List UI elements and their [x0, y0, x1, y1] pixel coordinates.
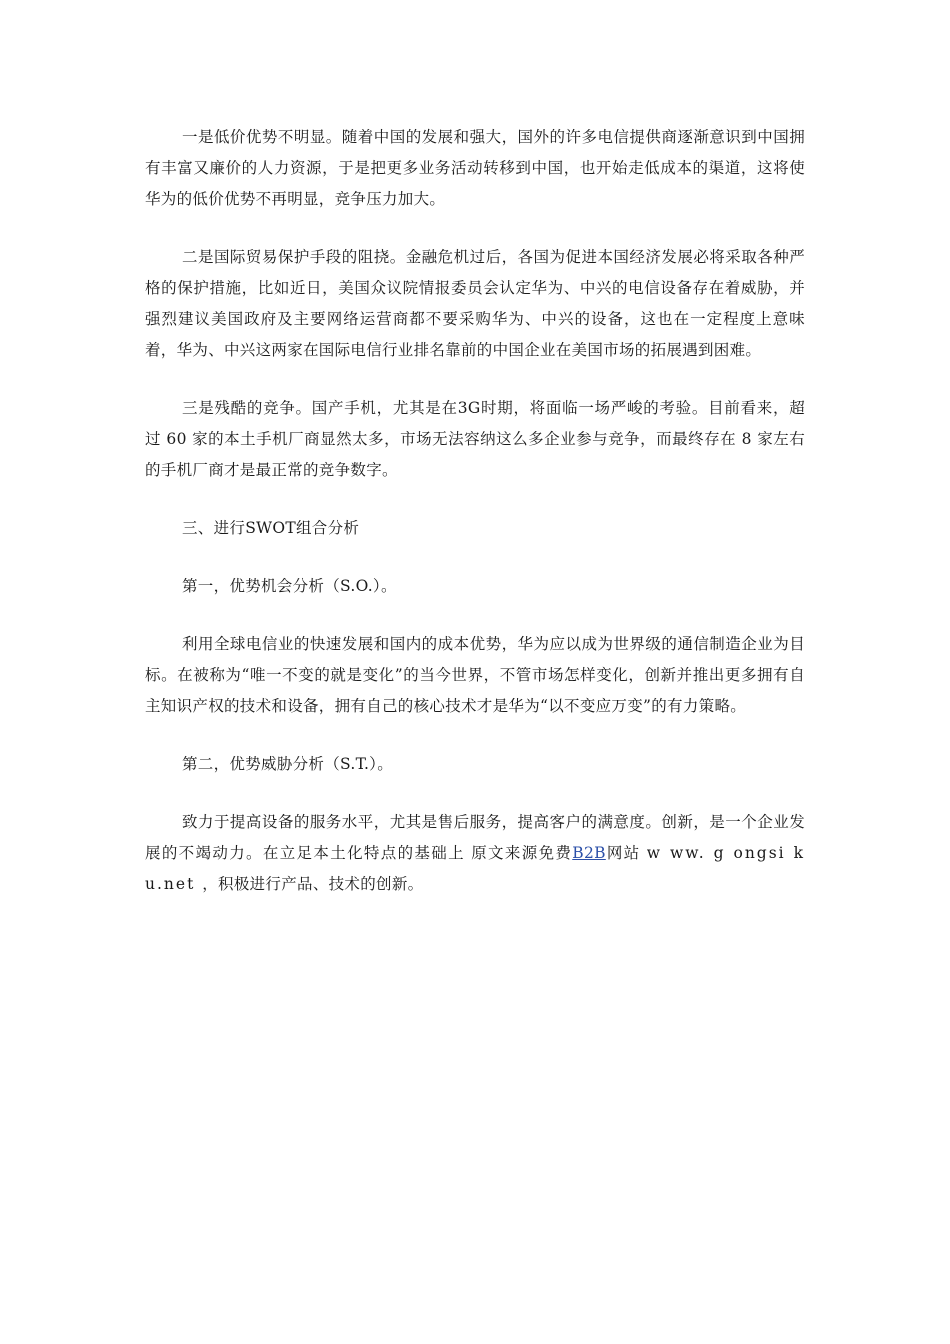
- st-analysis-paragraph: [145, 807, 805, 900]
- threat-paragraph-3: 三是残酷的竞争。国产手机，尤其是在3G时期，将面临一场严峻的考验。目前看来，超过 60 家的本土手机厂商显然太多，市场无法容纳这么多企业参与竞争，而最终存在 8 家左右的手机厂商才是最正常的竞争数字。: [145, 399, 805, 479]
- swot-section-heading: 三、进行SWOT组合分析: [182, 519, 360, 537]
- threat-paragraph-2: 二是国际贸易保护手段的阻挠。金融危机过后，各国为促进本国经济发展必将采取各种严格的保护措施，比如近日，美国众议院情报委员会认定华为、中兴的电信设备存在着威胁，并强烈建议美国政府及主要网络运营商都不要采购华为、中兴的设备，这也在一定程度上意味着，华为、中兴这两家在国际电信行业排名靠前的中国企业在美国市场的拓展遇到困难。: [145, 248, 805, 359]
- st-text-end: ，积极进行产品、技术的创新。: [202, 875, 424, 893]
- threat-paragraph-1: 一是低价优势不明显。随着中国的发展和强大，国外的许多电信提供商逐渐意识到中国拥有丰富又廉价的人力资源，于是把更多业务活动转移到中国，也开始走低成本的渠道，这将使华为的低价优势不再明显，竞争压力加大。: [145, 128, 805, 208]
- so-analysis-heading: 第一，优势机会分析（S.O.）。: [182, 577, 397, 595]
- st-text-before-link: 致力于提高设备的服务水平，尤其是售后服务，提高客户的满意度。创新，是一个企业发展的不竭动力。在立足本土化特点的基础上 原文来源免费: [145, 813, 805, 862]
- st-analysis-heading: 第二，优势威胁分析（S.T.）。: [182, 755, 394, 773]
- source-url-text: w ww. g ongsi k u.net: [145, 844, 805, 893]
- so-analysis-paragraph: 利用全球电信业的快速发展和国内的成本优势，华为应以成为世界级的通信制造企业为目标。在被称为“唯一不变的就是变化”的当今世界，不管市场怎样变化，创新并推出更多拥有自主知识产权的技术和设备，拥有自己的核心技术才是华为“以不变应万变”的有力策略。: [145, 635, 805, 715]
- st-text-after-link: 网站: [605, 844, 647, 862]
- b2b-link[interactable]: B2B: [572, 844, 606, 862]
- document-page: [145, 122, 805, 927]
